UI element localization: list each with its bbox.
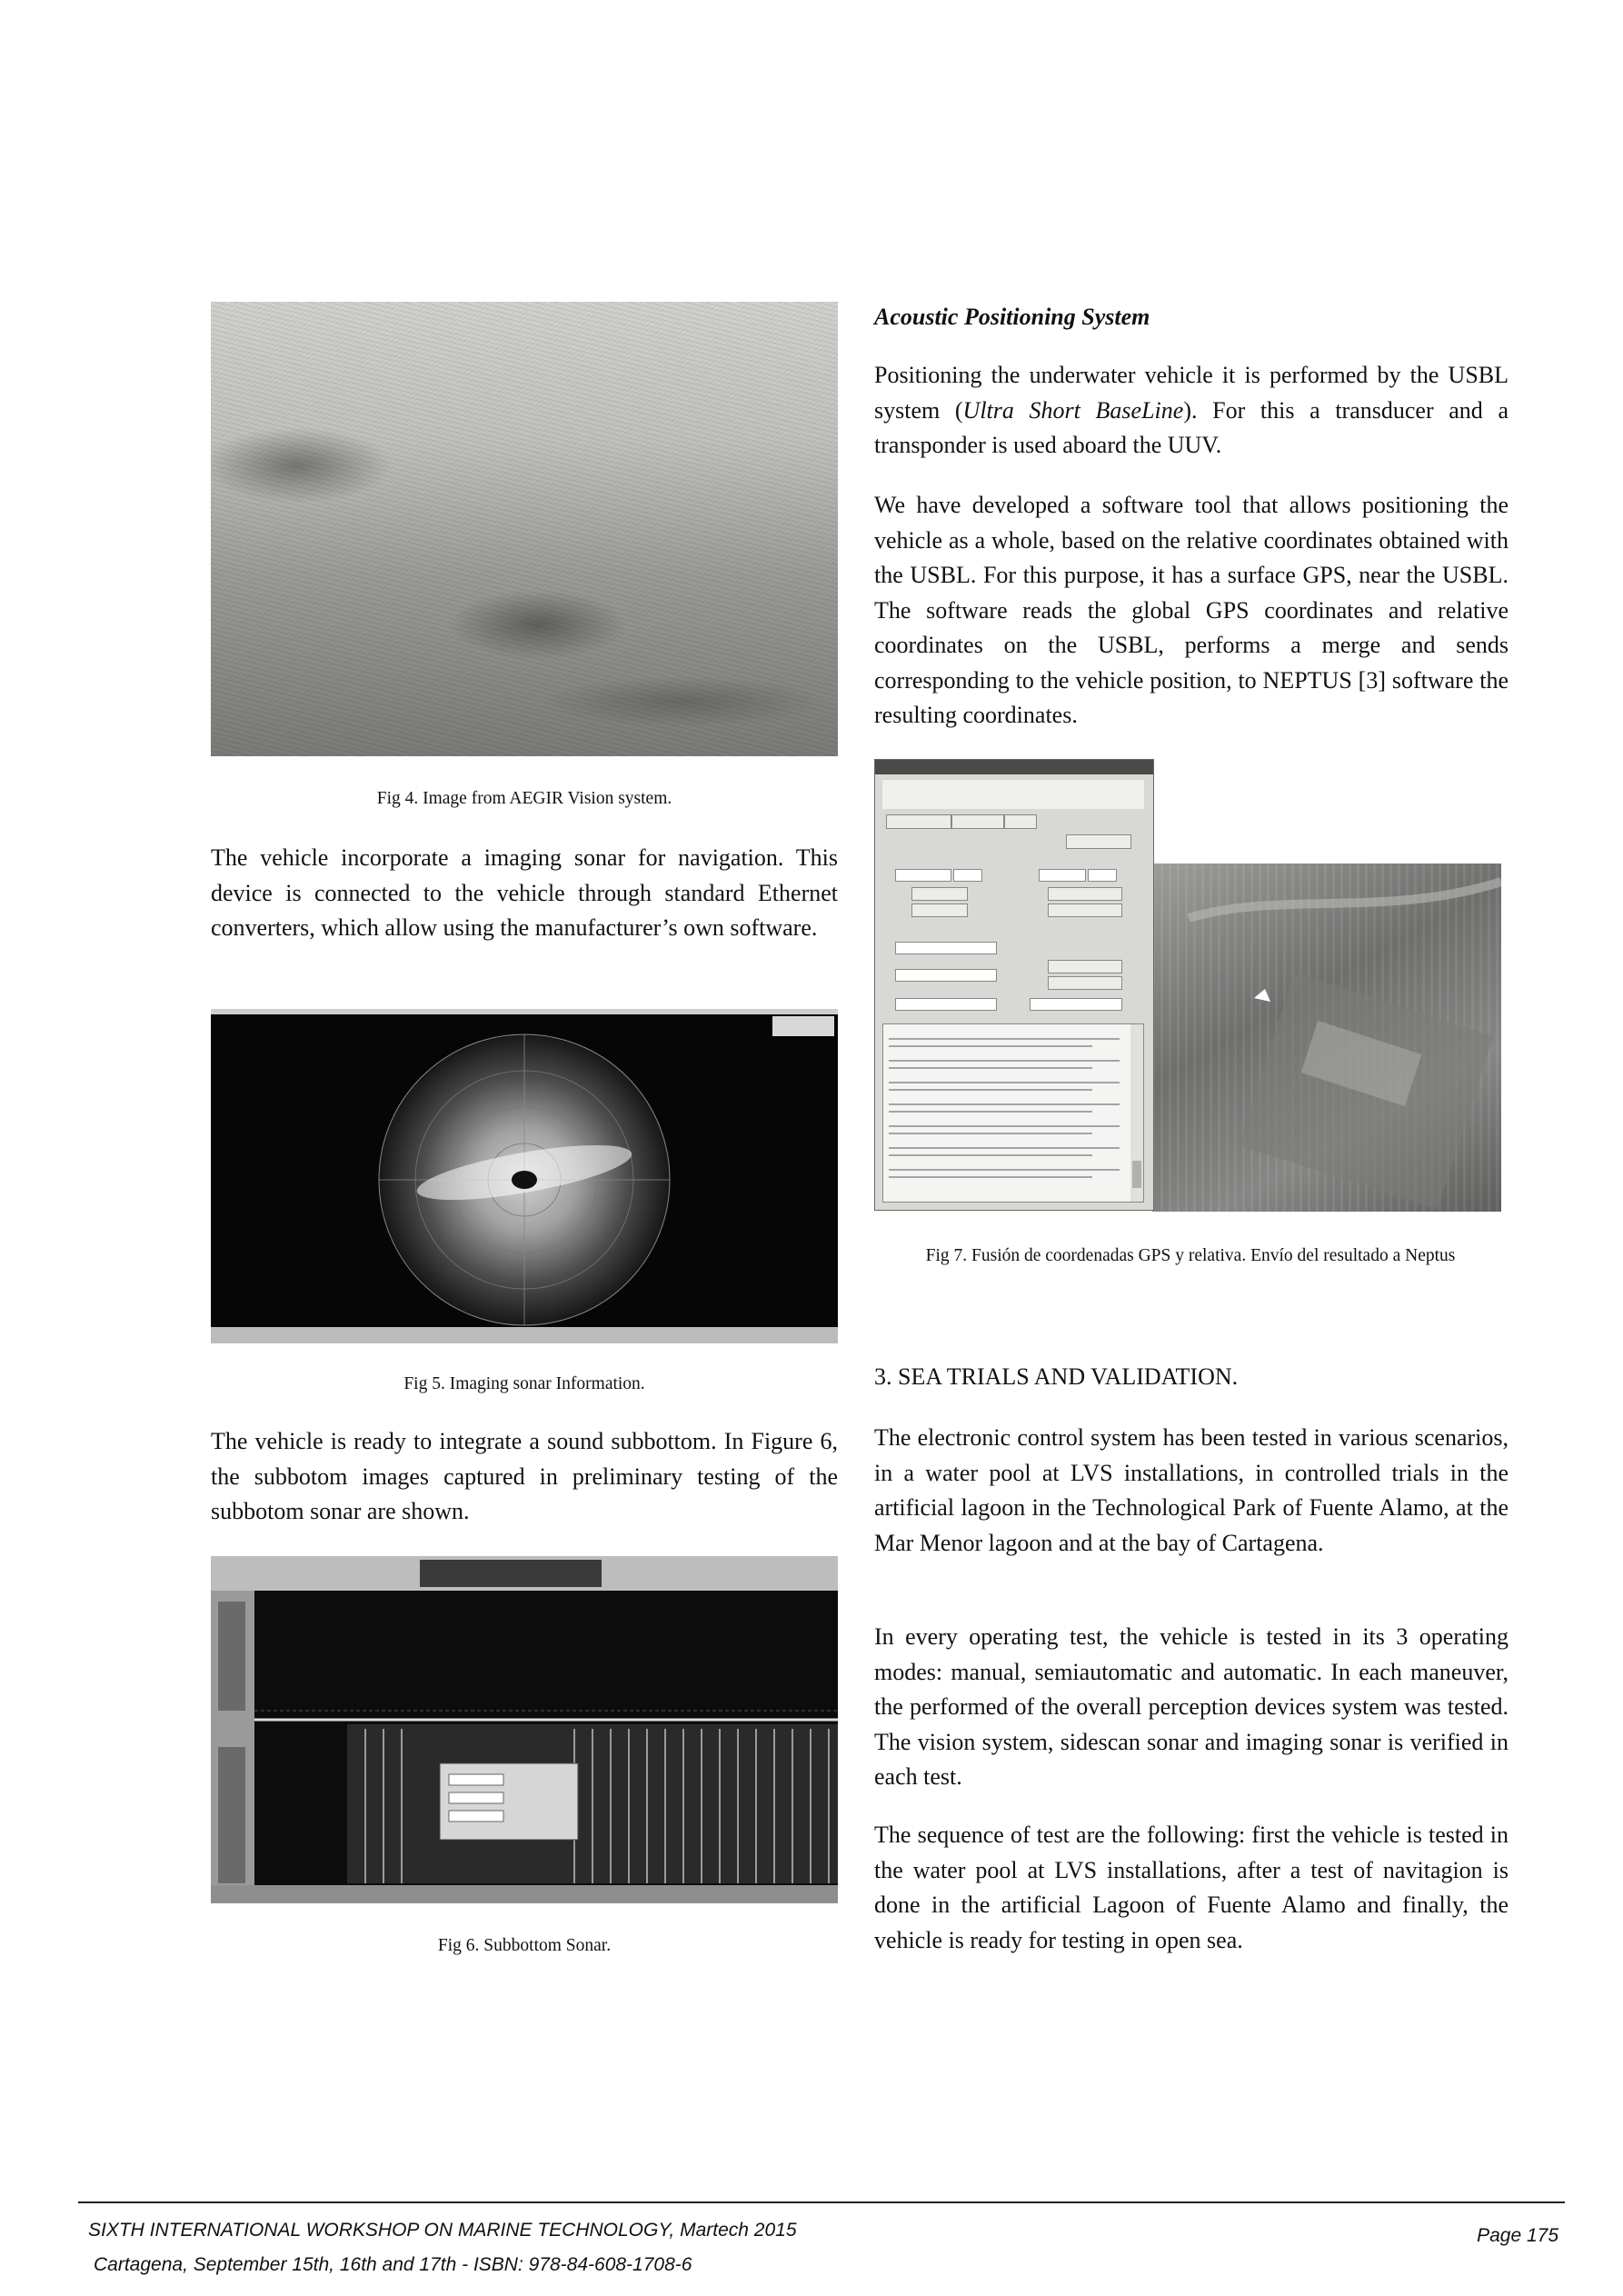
- left-paragraph-1: The vehicle incorporate a imaging sonar for navigation. This device is connected to the vehicle through standard Ethernet converters, which allow using the manufacturer’s own software.: [211, 844, 838, 941]
- right-paragraph-2: We have developed a software tool that allows positioning the vehicle as a whole, based on the relative coordinates obtained with the USBL. For this purpose, it has a surface GPS, near the USBL. The software reads the global GPS coordinates and relative coordinates on the USBL, performs a merge and sends corresponding to the vehicle position, to NEPTUS [3] software the resulting coordinates.: [874, 492, 1508, 728]
- right-paragraph-3: The electronic control system has been tested in various scenarios, in a water pool at LVS installations, in controlled trials in the artificial lagoon in the Technological Park of Fuente Alamo, at the Mar Menor lagoon and at the bay of Cartagena.: [874, 1424, 1508, 1556]
- fig4-underwater-image: [211, 302, 838, 756]
- field-8[interactable]: [1030, 998, 1122, 1011]
- action-button-2[interactable]: [911, 887, 968, 901]
- fig7-gps-fusion-screenshot: [874, 759, 1501, 1213]
- field-1[interactable]: [895, 869, 951, 882]
- field-5[interactable]: [895, 942, 997, 954]
- action-button-7[interactable]: [1048, 976, 1122, 990]
- field-2[interactable]: [953, 869, 982, 882]
- fig6-caption: Fig 6. Subbottom Sonar.: [437, 1936, 612, 1955]
- right-paragraph-4: In every operating test, the vehicle is tested in its 3 operating modes: manual, semiautomatic and automatic. In each maneuver, the performed of the overall perception devices system was tested. The vision system, sidescan sonar and imaging sonar is verified in each test.: [874, 1623, 1508, 1790]
- fig4-caption: Fig 4. Image from AEGIR Vision system.: [376, 789, 672, 808]
- sonar-display: [211, 1009, 838, 1343]
- fig6-subbottom-screenshot: [211, 1556, 838, 1903]
- satellite-map-overlay: [1152, 863, 1501, 1212]
- section-3-heading: 3. SEA TRIALS AND VALIDATION.: [874, 1363, 1239, 1390]
- app-title-bar: [875, 760, 1153, 774]
- action-button-6[interactable]: [1048, 960, 1122, 973]
- fig7-caption: Fig 7. Fusión de coordenadas GPS y relativa. Envío del resultado a Neptus: [925, 1246, 1456, 1265]
- field-3[interactable]: [1039, 869, 1086, 882]
- action-button-5[interactable]: [1048, 903, 1122, 917]
- app-header-area: [882, 780, 1144, 809]
- gps-fusion-app-window: [874, 759, 1154, 1211]
- footer-conference: SIXTH INTERNATIONAL WORKSHOP ON MARINE TECHNOLOGY, Martech 2015: [88, 2220, 797, 2241]
- field-4[interactable]: [1088, 869, 1117, 882]
- action-button-1[interactable]: [1066, 834, 1131, 849]
- fig5-caption: Fig 5. Imaging sonar Information.: [403, 1374, 645, 1393]
- tab-3[interactable]: [1004, 814, 1037, 829]
- right-paragraph-1-part-b: ). For this a transducer and a transponder is used aboard the UUV.: [874, 396, 1508, 458]
- footer-location-isbn: Cartagena, September 15th, 16th and 17th - ISBN: 978-84-608-1708-6: [94, 2254, 692, 2275]
- acoustic-positioning-heading: Acoustic Positioning System: [874, 304, 1150, 330]
- log-lines: [883, 1024, 1143, 1202]
- page-number: Page 175: [1477, 2225, 1558, 2246]
- right-paragraph-1-italic: Ultra Short BaseLine: [962, 396, 1184, 424]
- field-6[interactable]: [895, 969, 997, 982]
- satellite-map-image: [1152, 863, 1501, 1212]
- tab-2[interactable]: [951, 814, 1004, 829]
- action-button-3[interactable]: [911, 903, 968, 917]
- subbottom-display: [211, 1556, 838, 1903]
- right-paragraph-1: [874, 358, 1508, 464]
- field-7[interactable]: [895, 998, 997, 1011]
- action-button-4[interactable]: [1048, 887, 1122, 901]
- left-paragraph-2: The vehicle is ready to integrate a sound subbottom. In Figure 6, the subbotom images captured in preliminary testing of the subbotom sonar are shown.: [211, 1428, 838, 1524]
- tab-1[interactable]: [886, 814, 951, 829]
- fig5-sonar-screenshot: [211, 1009, 838, 1343]
- footer-rule: [78, 2201, 1565, 2203]
- right-paragraph-1-part-a: Positioning the underwater vehicle it is performed by the USBL system (: [874, 362, 1508, 424]
- right-paragraph-5: The sequence of test are the following: first the vehicle is tested in the water pool at LVS installations, after a test of navitagion is done in the artificial Lagoon of Fuente Alamo and finally, the vehicle is ready for testing in open sea.: [874, 1822, 1508, 1953]
- log-panel: [882, 1023, 1144, 1203]
